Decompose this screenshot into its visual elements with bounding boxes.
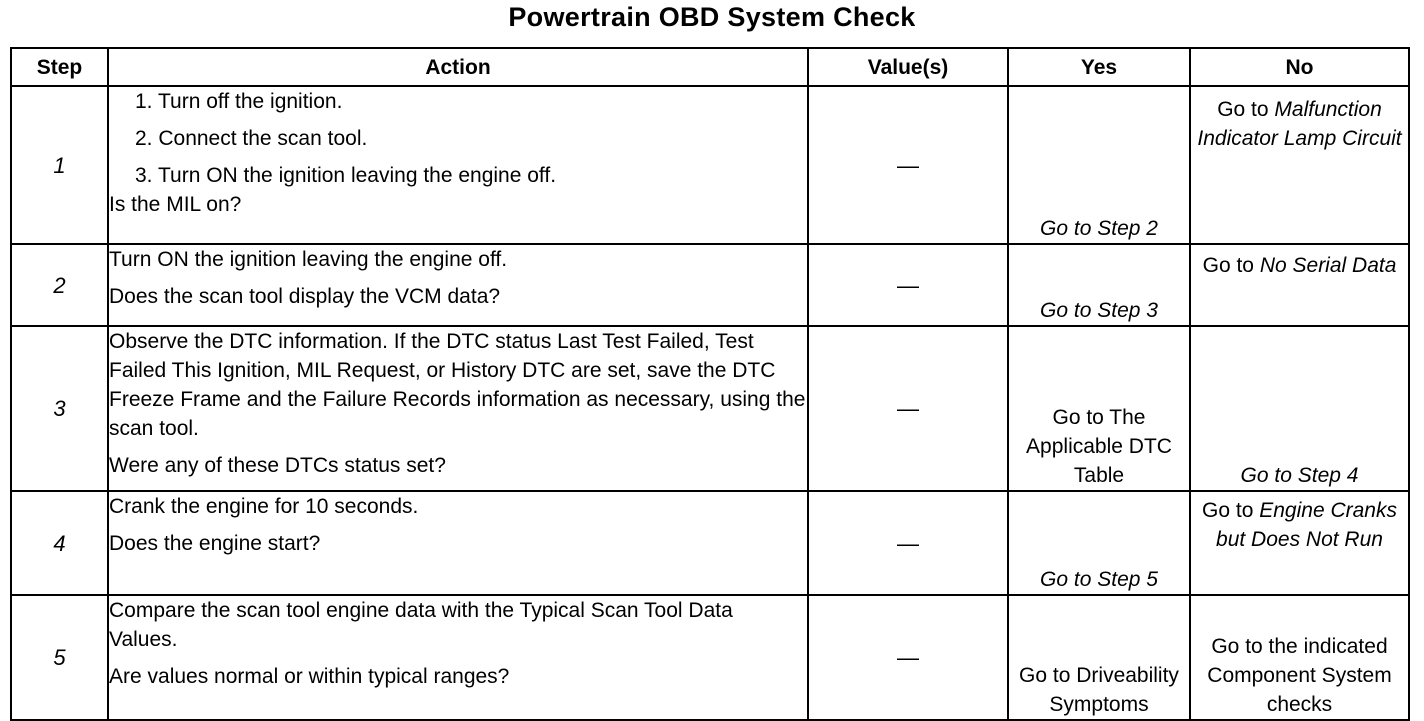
no-cell bbox=[1190, 244, 1409, 326]
no-cell: Go to the indicated Component System checks bbox=[1190, 595, 1409, 720]
action-question: Does the scan tool display the VCM data? bbox=[109, 285, 501, 308]
table-row bbox=[11, 491, 1409, 595]
action-cell bbox=[108, 326, 808, 491]
no-link-text: Engine Cranks but Does Not Run bbox=[1216, 499, 1397, 551]
action-question: Were any of these DTCs status set? bbox=[109, 454, 446, 477]
action-cell bbox=[108, 244, 808, 326]
action-question: Does the engine start? bbox=[109, 532, 321, 555]
action-text: Crank the engine for 10 seconds. bbox=[109, 495, 419, 518]
no-cell bbox=[1190, 86, 1409, 244]
step-number: 3 bbox=[11, 326, 108, 491]
table-row bbox=[11, 86, 1409, 244]
yes-cell: Go to Step 2 bbox=[1008, 86, 1190, 244]
table-header-row bbox=[11, 48, 1409, 86]
yes-cell: Go to The Applicable DTC Table bbox=[1008, 326, 1190, 491]
header-yes: Yes bbox=[1008, 48, 1190, 86]
step-number: 5 bbox=[11, 595, 108, 720]
action-text: Turn ON the ignition leaving the engine off. bbox=[109, 248, 508, 271]
step-number: 4 bbox=[11, 491, 108, 595]
yes-cell: Go to Driveability Symptoms bbox=[1008, 595, 1190, 720]
yes-cell: Go to Step 5 bbox=[1008, 491, 1190, 595]
action-cell bbox=[108, 491, 808, 595]
action-cell bbox=[108, 86, 808, 244]
value-cell: — bbox=[808, 86, 1008, 244]
yes-cell: Go to Step 3 bbox=[1008, 244, 1190, 326]
no-link-text: No Serial Data bbox=[1259, 254, 1397, 277]
page-title: Powertrain OBD System Check bbox=[508, 2, 916, 32]
action-text: Observe the DTC information. If the DTC status Last Test Failed, Test Failed This Ignition, MIL Request, or History DTC are set, save the DTC Freeze Frame and the Failure Records information as necessary, using the scan tool. bbox=[109, 330, 806, 440]
step-number: 1 bbox=[11, 86, 108, 244]
no-prefix: Go to bbox=[1202, 499, 1254, 522]
value-cell: — bbox=[808, 326, 1008, 491]
action-question: Are values normal or within typical ranges? bbox=[109, 665, 510, 688]
no-cell: Go to Step 4 bbox=[1190, 326, 1409, 491]
obd-check-table bbox=[10, 47, 1410, 721]
header-action: Action bbox=[108, 48, 808, 86]
no-prefix: Go to bbox=[1202, 254, 1254, 277]
value-cell: — bbox=[808, 491, 1008, 595]
header-no: No bbox=[1190, 48, 1409, 86]
action-item: 2. Connect the scan tool. bbox=[135, 127, 368, 150]
no-link-text: Malfunction Indicator Lamp Circuit bbox=[1197, 98, 1402, 150]
no-prefix: Go to bbox=[1217, 98, 1269, 121]
action-text: Compare the scan tool engine data with the Typical Scan Tool Data Values. bbox=[109, 599, 733, 651]
action-item: 3. Turn ON the ignition leaving the engine off. bbox=[135, 164, 557, 187]
step-number: 2 bbox=[11, 244, 108, 326]
table-row bbox=[11, 595, 1409, 720]
value-cell: — bbox=[808, 244, 1008, 326]
header-step: Step bbox=[11, 48, 108, 86]
action-question: Is the MIL on? bbox=[109, 193, 242, 216]
action-item: 1. Turn off the ignition. bbox=[135, 90, 343, 113]
table-row bbox=[11, 244, 1409, 326]
value-cell: — bbox=[808, 595, 1008, 720]
action-cell bbox=[108, 595, 808, 720]
no-cell bbox=[1190, 491, 1409, 595]
header-values: Value(s) bbox=[808, 48, 1008, 86]
table-row bbox=[11, 326, 1409, 491]
